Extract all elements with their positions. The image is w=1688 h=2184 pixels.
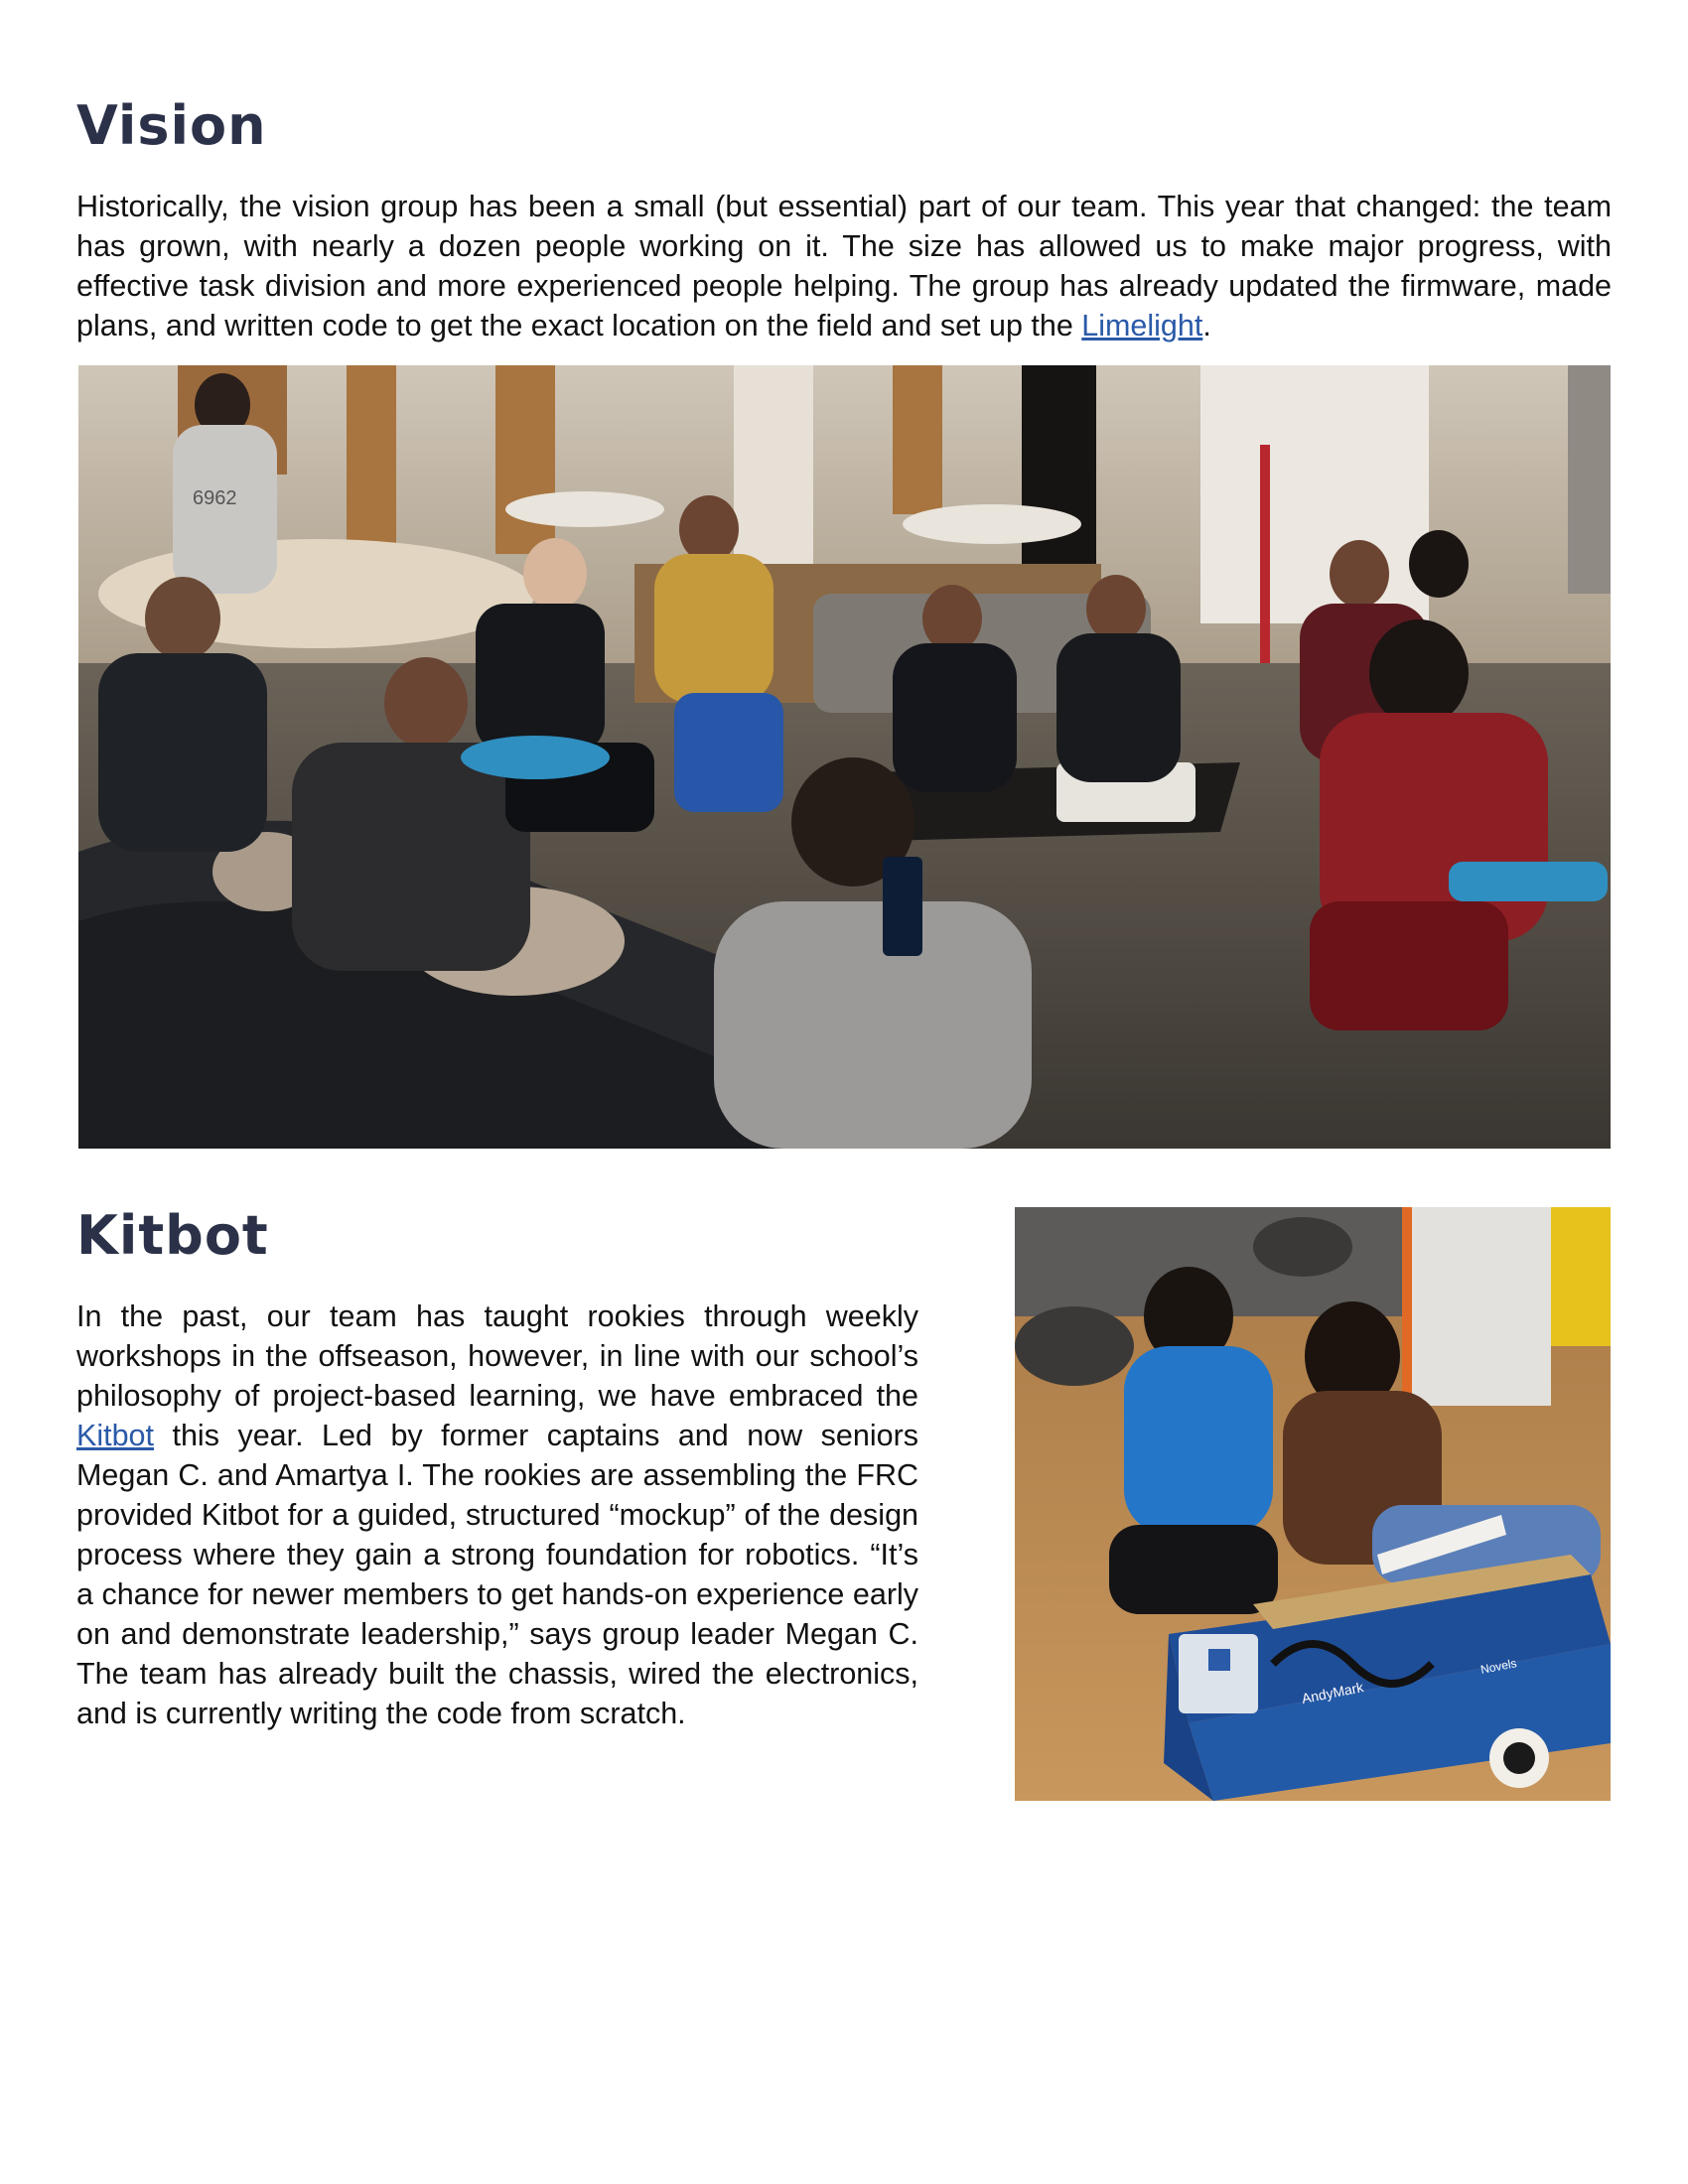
kitbot-photo-graphic	[1015, 1207, 1611, 1801]
kitbot-paragraph	[76, 1297, 918, 1733]
limelight-link[interactable]: Limelight	[1081, 309, 1203, 342]
box-label-text: Novels	[1478, 1656, 1518, 1677]
shirt-number-text: 6962	[193, 487, 237, 509]
kitbot-link[interactable]: Kitbot	[76, 1419, 154, 1452]
kitbot-photo	[1015, 1207, 1611, 1801]
vision-group-photo-graphic	[78, 365, 1611, 1149]
vision-heading: Vision	[76, 94, 267, 157]
kitbot-heading: Kitbot	[76, 1204, 269, 1267]
kitbot-paragraph-text: In the past, our team has taught rookies through weekly workshops in the offseason, however, in line with our school’s philosophy of project-based learning, we have embraced the	[76, 1299, 918, 1413]
vision-paragraph-end: .	[1202, 309, 1211, 342]
vision-group-photo	[78, 365, 1611, 1149]
kitbot-paragraph-rest: this year. Led by former captains and now seniors Megan C. and Amartya I. The rookies are assembling the FRC provided Kitbot for a guided, structured “mockup” of the design process where they gain a strong foundation for robotics. “It’s a chance for newer members to get hands-on experience early on and demonstrate leadership,” says group leader Megan C. The team has already built the chassis, wired the electronics, and is currently writing the code from scratch.	[76, 1419, 918, 1730]
vision-paragraph-text: Historically, the vision group has been a small (but essential) part of our team. This year that changed: the team has grown, with nearly a dozen people working on it. The size has allowed us to make major progress, with effective task division and more experienced people helping. The group has already updated the firmware, made plans, and written code to get the exact location on the field and set up the	[76, 190, 1612, 342]
box-brand-text: AndyMark	[1300, 1679, 1365, 1706]
vision-paragraph	[76, 187, 1612, 345]
